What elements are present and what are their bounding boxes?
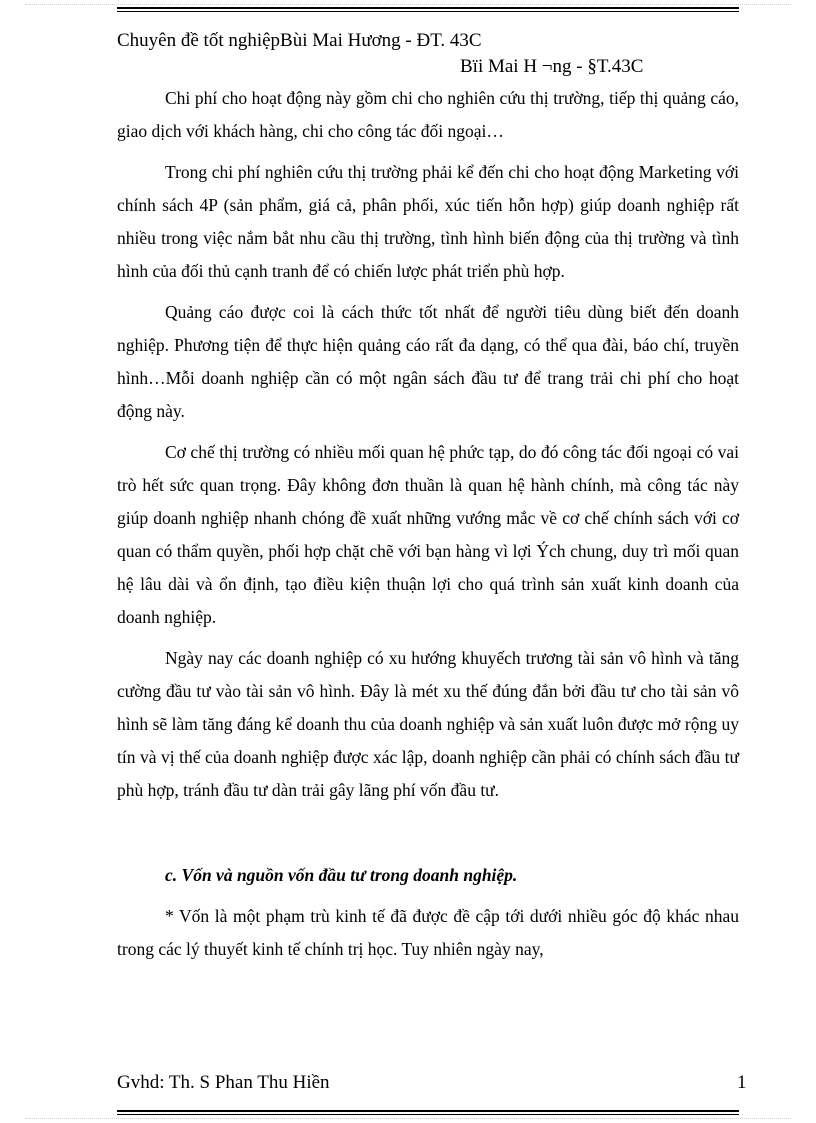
page-number: 1 (737, 1072, 747, 1093)
bottom-dotted-border (25, 1118, 791, 1119)
top-dotted-border (25, 4, 791, 5)
header-author-garbled: Bïi Mai H ¬ng - §T.43C (460, 56, 644, 77)
paragraph-4: Cơ chế thị trường có nhiều mối quan hệ phức tạp, do đó công tác đối ngoại có vai trò hết sức quan trọng. Đây không đơn thuần là quan hệ hành chính, mà công tác này giúp doanh nghiệp nhanh chóng đề xuất những vướng mắc về cơ chế chính sách với cơ quan có thẩm quyền, phối hợp chặt chẽ với bạn hàng vì lợi Ých chung, duy trì mối quan hệ lâu dài và ổn định, tạo điều kiện thuận lợi cho quá trình sản xuất kinh doanh của doanh nghiệp. (117, 442, 739, 627)
section-heading: c. Vốn và nguồn vốn đầu tư trong doanh nghiệp. (165, 865, 518, 885)
paragraph-5: Ngày nay các doanh nghiệp có xu hướng khuyếch trương tài sản vô hình và tăng cường đầu tư vào tài sản vô hình. Đây là mét xu thế đúng đắn bởi đầu tư cho tài sản vô hình sẽ làm tăng đáng kể doanh thu của doanh nghiệp và sản xuất luôn được mở rộng uy tín và vị thế của doanh nghiệp được xác lập, doanh nghiệp cần phải có chính sách đầu tư phù hợp, tránh đầu tư dàn trải gây lãng phí vốn đầu tư. (117, 648, 739, 800)
header-title: Chuyên đề tốt nghiệpBùi Mai Hương - ĐT. 43C (117, 30, 482, 51)
footer-rule (117, 1110, 739, 1115)
paragraph-3: Quảng cáo được coi là cách thức tốt nhất để người tiêu dùng biết đến doanh nghiệp. Phương tiện để thực hiện quảng cáo rất đa dạng, có thể qua đài, báo chí, truyền hình…Mỗi doanh nghiệp cần có một ngân sách đầu tư để trang trải chi phí cho hoạt động này. (117, 302, 739, 421)
document-body (117, 82, 739, 974)
paragraph-2: Trong chi phí nghiên cứu thị trường phải kể đến chi cho hoạt động Marketing với chính sách 4P (sản phẩm, giá cả, phân phối, xúc tiến hỗn hợp) giúp doanh nghiệp rất nhiều trong việc nắm bắt nhu cầu thị trường, tình hình biến động của thị trường và tình hình của đối thủ cạnh tranh để có chiến lược phát triển phù hợp. (117, 162, 739, 281)
footer-advisor: Gvhd: Th. S Phan Thu Hiền (117, 1072, 330, 1093)
header-rule (117, 7, 739, 12)
paragraph-1: Chi phí cho hoạt động này gồm chi cho nghiên cứu thị trường, tiếp thị quảng cáo, giao dịch với khách hàng, chi cho công tác đối ngoại… (117, 88, 739, 141)
paragraph-6: * Vốn là một phạm trù kinh tế đã được đề cập tới dưới nhiều góc độ khác nhau trong các lý thuyết kinh tế chính trị học. Tuy nhiên ngày nay, (117, 906, 739, 959)
